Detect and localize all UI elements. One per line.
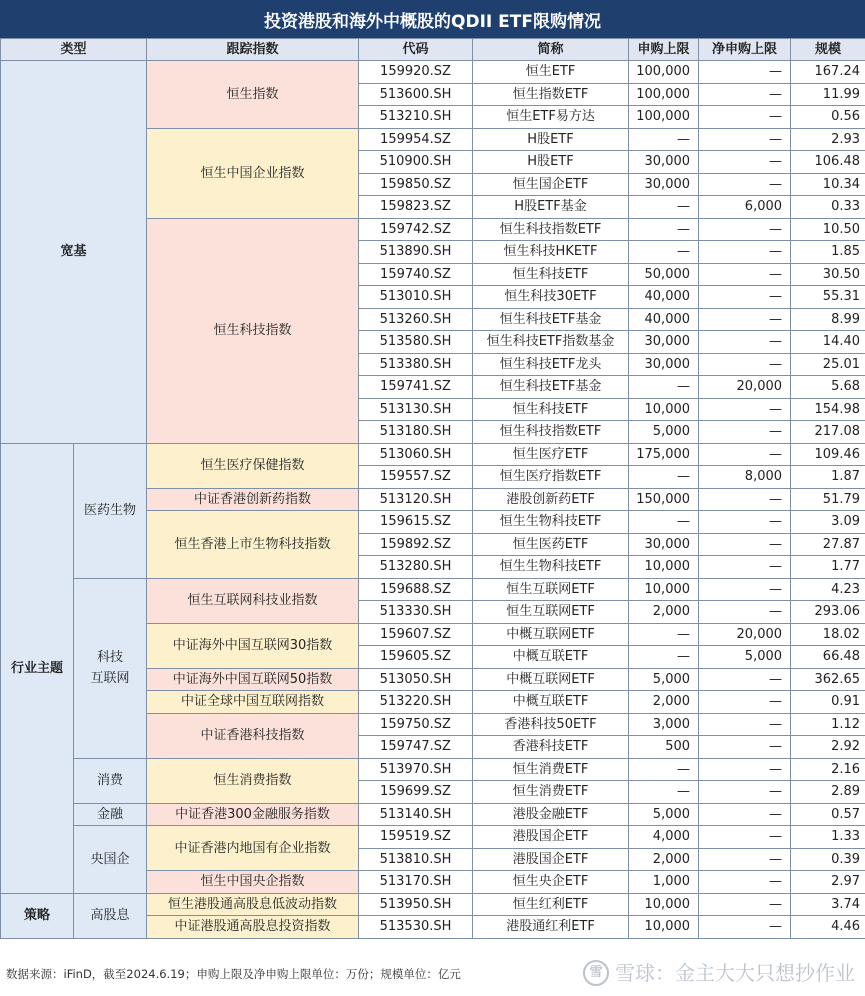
category-celue: 策略 xyxy=(1,893,74,938)
net-subscription-limit: — xyxy=(699,871,791,894)
fund-size: 51.79 xyxy=(791,488,865,511)
subscription-limit: 500 xyxy=(629,736,699,759)
net-subscription-limit: 20,000 xyxy=(699,376,791,399)
subscription-limit: 10,000 xyxy=(629,916,699,939)
index-cell: 中证全球中国互联网指数 xyxy=(147,691,359,714)
fund-size: 2.92 xyxy=(791,736,865,759)
source-note: 数据来源：iFinD，截至2024.6.19；申购上限及净申购上限单位：万份；规模单位：亿元 xyxy=(6,967,461,981)
etf-code: 513890.SH xyxy=(359,241,473,264)
etf-code: 159850.SZ xyxy=(359,173,473,196)
etf-code: 513530.SH xyxy=(359,916,473,939)
subscription-limit: 30,000 xyxy=(629,331,699,354)
fund-size: 14.40 xyxy=(791,331,865,354)
net-subscription-limit: 8,000 xyxy=(699,466,791,489)
fund-size: 0.33 xyxy=(791,196,865,219)
fund-size: 0.57 xyxy=(791,803,865,826)
subcategory-keji-line1: 科技 xyxy=(97,650,124,665)
fund-size: 1.85 xyxy=(791,241,865,264)
etf-code: 159823.SZ xyxy=(359,196,473,219)
etf-code: 159741.SZ xyxy=(359,376,473,399)
subscription-limit: 4,000 xyxy=(629,826,699,849)
etf-code: 159954.SZ xyxy=(359,128,473,151)
net-subscription-limit: — xyxy=(699,241,791,264)
subscription-limit: 30,000 xyxy=(629,533,699,556)
etf-code: 513220.SH xyxy=(359,691,473,714)
fund-size: 3.09 xyxy=(791,511,865,534)
subscription-limit: — xyxy=(629,511,699,534)
etf-name: 中概互联网ETF xyxy=(473,623,629,646)
net-subscription-limit: — xyxy=(699,758,791,781)
header-row xyxy=(1,39,865,61)
etf-code: 513050.SH xyxy=(359,668,473,691)
fund-size: 18.02 xyxy=(791,623,865,646)
etf-code: 159615.SZ xyxy=(359,511,473,534)
fund-size: 1.33 xyxy=(791,826,865,849)
fund-size: 167.24 xyxy=(791,61,865,84)
subscription-limit: — xyxy=(629,781,699,804)
fund-size: 217.08 xyxy=(791,421,865,444)
etf-code: 513120.SH xyxy=(359,488,473,511)
net-subscription-limit: — xyxy=(699,308,791,331)
category-kuanji: 宽基 xyxy=(1,61,147,444)
header-net-limit: 净申购上限 xyxy=(699,39,791,61)
index-cell: 恒生消费指数 xyxy=(147,758,359,803)
header-index: 跟踪指数 xyxy=(147,39,359,61)
net-subscription-limit: — xyxy=(699,691,791,714)
etf-code: 159740.SZ xyxy=(359,263,473,286)
index-cell: 中证香港科技指数 xyxy=(147,713,359,758)
etf-name: 恒生科技HKETF xyxy=(473,241,629,264)
fund-size: 27.87 xyxy=(791,533,865,556)
net-subscription-limit: — xyxy=(699,893,791,916)
fund-size: 106.48 xyxy=(791,151,865,174)
etf-name: 恒生科技ETF xyxy=(473,398,629,421)
subscription-limit: 50,000 xyxy=(629,263,699,286)
table-row xyxy=(1,758,865,781)
net-subscription-limit: — xyxy=(699,803,791,826)
subscription-limit: — xyxy=(629,623,699,646)
net-subscription-limit: — xyxy=(699,331,791,354)
index-cell: 恒生港股通高股息低波动指数 xyxy=(147,893,359,916)
index-cell: 恒生中国企业指数 xyxy=(147,128,359,218)
subscription-limit: — xyxy=(629,196,699,219)
subcategory-jinrong: 金融 xyxy=(74,803,147,826)
net-subscription-limit: — xyxy=(699,556,791,579)
etf-name: 恒生科技ETF龙头 xyxy=(473,353,629,376)
net-subscription-limit: — xyxy=(699,601,791,624)
fund-size: 11.99 xyxy=(791,83,865,106)
etf-name: 恒生科技ETF指数基金 xyxy=(473,331,629,354)
subscription-limit: 30,000 xyxy=(629,173,699,196)
etf-name: 港股创新药ETF xyxy=(473,488,629,511)
etf-code: 513130.SH xyxy=(359,398,473,421)
watermark-text: 雪球：金主大大只想抄作业 xyxy=(615,961,855,985)
table-body xyxy=(1,61,865,939)
etf-name: H股ETF xyxy=(473,151,629,174)
net-subscription-limit: — xyxy=(699,353,791,376)
subscription-limit: — xyxy=(629,758,699,781)
etf-code: 159688.SZ xyxy=(359,578,473,601)
net-subscription-limit: — xyxy=(699,61,791,84)
etf-name: 恒生生物科技ETF xyxy=(473,511,629,534)
fund-size: 1.87 xyxy=(791,466,865,489)
subcategory-xiaofei: 消费 xyxy=(74,758,147,803)
index-cell: 中证香港300金融服务指数 xyxy=(147,803,359,826)
etf-code: 510900.SH xyxy=(359,151,473,174)
fund-size: 154.98 xyxy=(791,398,865,421)
subcategory-yangqi: 央国企 xyxy=(74,826,147,894)
etf-code: 513140.SH xyxy=(359,803,473,826)
header-name: 简称 xyxy=(473,39,629,61)
etf-name: 中概互联ETF xyxy=(473,691,629,714)
net-subscription-limit: — xyxy=(699,826,791,849)
etf-name: 恒生生物科技ETF xyxy=(473,556,629,579)
etf-name: 恒生互联网ETF xyxy=(473,601,629,624)
fund-size: 8.99 xyxy=(791,308,865,331)
fund-size: 4.23 xyxy=(791,578,865,601)
fund-size: 3.74 xyxy=(791,893,865,916)
header-limit: 申购上限 xyxy=(629,39,699,61)
etf-code: 513600.SH xyxy=(359,83,473,106)
etf-name: 恒生科技指数ETF xyxy=(473,421,629,444)
header-type: 类型 xyxy=(1,39,147,61)
subscription-limit: 5,000 xyxy=(629,421,699,444)
fund-size: 2.89 xyxy=(791,781,865,804)
etf-name: 恒生红利ETF xyxy=(473,893,629,916)
etf-name: 恒生科技ETF xyxy=(473,263,629,286)
subscription-limit: 30,000 xyxy=(629,353,699,376)
etf-name: 中概互联ETF xyxy=(473,646,629,669)
etf-name: 恒生指数ETF xyxy=(473,83,629,106)
etf-name: 恒生科技ETF基金 xyxy=(473,376,629,399)
subscription-limit: 5,000 xyxy=(629,668,699,691)
net-subscription-limit: — xyxy=(699,848,791,871)
fund-size: 2.16 xyxy=(791,758,865,781)
etf-name: 港股国企ETF xyxy=(473,826,629,849)
net-subscription-limit: — xyxy=(699,578,791,601)
subscription-limit: 10,000 xyxy=(629,893,699,916)
etf-code: 159742.SZ xyxy=(359,218,473,241)
etf-name: 港股通红利ETF xyxy=(473,916,629,939)
watermark xyxy=(583,956,855,990)
etf-name: 港股金融ETF xyxy=(473,803,629,826)
net-subscription-limit: — xyxy=(699,488,791,511)
table-row xyxy=(1,443,865,466)
subscription-limit: 10,000 xyxy=(629,556,699,579)
subscription-limit: 100,000 xyxy=(629,83,699,106)
xueqiu-logo-icon: 雪 xyxy=(583,960,609,986)
etf-code: 513950.SH xyxy=(359,893,473,916)
subscription-limit: 2,000 xyxy=(629,691,699,714)
fund-size: 362.65 xyxy=(791,668,865,691)
net-subscription-limit: — xyxy=(699,668,791,691)
subcategory-yiyao: 医药生物 xyxy=(74,443,147,578)
etf-code: 513970.SH xyxy=(359,758,473,781)
etf-name: 中概互联网ETF xyxy=(473,668,629,691)
fund-size: 2.93 xyxy=(791,128,865,151)
table-row xyxy=(1,61,865,84)
etf-name: 恒生科技30ETF xyxy=(473,286,629,309)
net-subscription-limit: — xyxy=(699,106,791,129)
etf-code: 513260.SH xyxy=(359,308,473,331)
etf-name: 香港科技50ETF xyxy=(473,713,629,736)
etf-code: 159892.SZ xyxy=(359,533,473,556)
fund-size: 0.39 xyxy=(791,848,865,871)
index-cell: 中证港股通高股息投资指数 xyxy=(147,916,359,939)
etf-code: 513210.SH xyxy=(359,106,473,129)
etf-name: 恒生ETF xyxy=(473,61,629,84)
index-cell: 恒生医疗保健指数 xyxy=(147,443,359,488)
net-subscription-limit: — xyxy=(699,916,791,939)
net-subscription-limit: 6,000 xyxy=(699,196,791,219)
etf-name: 恒生医疗指数ETF xyxy=(473,466,629,489)
net-subscription-limit: — xyxy=(699,398,791,421)
page-title: 投资港股和海外中概股的QDII ETF限购情况 xyxy=(0,0,865,38)
subscription-limit: 100,000 xyxy=(629,106,699,129)
etf-name: H股ETF xyxy=(473,128,629,151)
subcategory-keji-line2: 互联网 xyxy=(90,671,130,686)
net-subscription-limit: — xyxy=(699,443,791,466)
index-cell: 中证香港内地国有企业指数 xyxy=(147,826,359,871)
net-subscription-limit: 20,000 xyxy=(699,623,791,646)
qdii-etf-table xyxy=(0,38,865,939)
etf-name: 恒生医疗ETF xyxy=(473,443,629,466)
etf-name: 恒生科技指数ETF xyxy=(473,218,629,241)
index-cell: 恒生香港上市生物科技指数 xyxy=(147,511,359,579)
etf-name: 恒生消费ETF xyxy=(473,758,629,781)
etf-name: 恒生国企ETF xyxy=(473,173,629,196)
etf-code: 159747.SZ xyxy=(359,736,473,759)
index-cell: 恒生中国央企指数 xyxy=(147,871,359,894)
table-row xyxy=(1,893,865,916)
subscription-limit: — xyxy=(629,376,699,399)
etf-code: 513060.SH xyxy=(359,443,473,466)
table-row xyxy=(1,826,865,849)
etf-code: 513170.SH xyxy=(359,871,473,894)
index-cell: 中证海外中国互联网50指数 xyxy=(147,668,359,691)
index-cell: 恒生互联网科技业指数 xyxy=(147,578,359,623)
fund-size: 1.77 xyxy=(791,556,865,579)
fund-size: 293.06 xyxy=(791,601,865,624)
category-hangye: 行业主题 xyxy=(1,443,74,893)
net-subscription-limit: — xyxy=(699,713,791,736)
etf-code: 159699.SZ xyxy=(359,781,473,804)
fund-size: 0.56 xyxy=(791,106,865,129)
etf-name: H股ETF基金 xyxy=(473,196,629,219)
etf-name: 恒生科技ETF基金 xyxy=(473,308,629,331)
etf-name: 恒生消费ETF xyxy=(473,781,629,804)
etf-code: 513330.SH xyxy=(359,601,473,624)
subscription-limit: 10,000 xyxy=(629,398,699,421)
subscription-limit: — xyxy=(629,128,699,151)
subcategory-keji xyxy=(74,578,147,758)
etf-name: 港股国企ETF xyxy=(473,848,629,871)
subscription-limit: 10,000 xyxy=(629,578,699,601)
fund-size: 66.48 xyxy=(791,646,865,669)
subscription-limit: 30,000 xyxy=(629,151,699,174)
etf-code: 159920.SZ xyxy=(359,61,473,84)
net-subscription-limit: — xyxy=(699,128,791,151)
index-cell: 中证海外中国互联网30指数 xyxy=(147,623,359,668)
subscription-limit: 100,000 xyxy=(629,61,699,84)
subscription-limit: 150,000 xyxy=(629,488,699,511)
fund-size: 10.34 xyxy=(791,173,865,196)
etf-code: 513380.SH xyxy=(359,353,473,376)
net-subscription-limit: — xyxy=(699,218,791,241)
fund-size: 25.01 xyxy=(791,353,865,376)
net-subscription-limit: — xyxy=(699,286,791,309)
subscription-limit: 3,000 xyxy=(629,713,699,736)
etf-code: 159607.SZ xyxy=(359,623,473,646)
net-subscription-limit: — xyxy=(699,421,791,444)
net-subscription-limit: — xyxy=(699,736,791,759)
subscription-limit: — xyxy=(629,241,699,264)
etf-code: 159750.SZ xyxy=(359,713,473,736)
etf-code: 159605.SZ xyxy=(359,646,473,669)
etf-code: 513010.SH xyxy=(359,286,473,309)
subscription-limit: 2,000 xyxy=(629,848,699,871)
subscription-limit: 40,000 xyxy=(629,308,699,331)
index-cell: 中证香港创新药指数 xyxy=(147,488,359,511)
net-subscription-limit: — xyxy=(699,533,791,556)
subscription-limit: — xyxy=(629,646,699,669)
etf-code: 159519.SZ xyxy=(359,826,473,849)
net-subscription-limit: — xyxy=(699,173,791,196)
fund-size: 10.50 xyxy=(791,218,865,241)
net-subscription-limit: — xyxy=(699,151,791,174)
net-subscription-limit: — xyxy=(699,511,791,534)
etf-name: 香港科技ETF xyxy=(473,736,629,759)
index-cell: 恒生科技指数 xyxy=(147,218,359,443)
net-subscription-limit: 5,000 xyxy=(699,646,791,669)
subscription-limit: 1,000 xyxy=(629,871,699,894)
etf-code: 513280.SH xyxy=(359,556,473,579)
fund-size: 5.68 xyxy=(791,376,865,399)
etf-name: 恒生央企ETF xyxy=(473,871,629,894)
etf-name: 恒生医药ETF xyxy=(473,533,629,556)
etf-code: 513580.SH xyxy=(359,331,473,354)
index-cell: 恒生指数 xyxy=(147,61,359,129)
subscription-limit: 2,000 xyxy=(629,601,699,624)
net-subscription-limit: — xyxy=(699,83,791,106)
fund-size: 0.91 xyxy=(791,691,865,714)
header-code: 代码 xyxy=(359,39,473,61)
etf-name: 恒生ETF易方达 xyxy=(473,106,629,129)
subscription-limit: 5,000 xyxy=(629,803,699,826)
fund-size: 30.50 xyxy=(791,263,865,286)
etf-code: 159557.SZ xyxy=(359,466,473,489)
etf-code: 513810.SH xyxy=(359,848,473,871)
subscription-limit: — xyxy=(629,218,699,241)
fund-size: 2.97 xyxy=(791,871,865,894)
subcategory-gaogu: 高股息 xyxy=(74,893,147,938)
header-size: 规模 xyxy=(791,39,865,61)
net-subscription-limit: — xyxy=(699,263,791,286)
fund-size: 55.31 xyxy=(791,286,865,309)
fund-size: 4.46 xyxy=(791,916,865,939)
table-row xyxy=(1,578,865,601)
subscription-limit: 175,000 xyxy=(629,443,699,466)
table-row xyxy=(1,803,865,826)
net-subscription-limit: — xyxy=(699,781,791,804)
subscription-limit: — xyxy=(629,466,699,489)
fund-size: 109.46 xyxy=(791,443,865,466)
fund-size: 1.12 xyxy=(791,713,865,736)
etf-code: 513180.SH xyxy=(359,421,473,444)
subscription-limit: 40,000 xyxy=(629,286,699,309)
etf-name: 恒生互联网ETF xyxy=(473,578,629,601)
